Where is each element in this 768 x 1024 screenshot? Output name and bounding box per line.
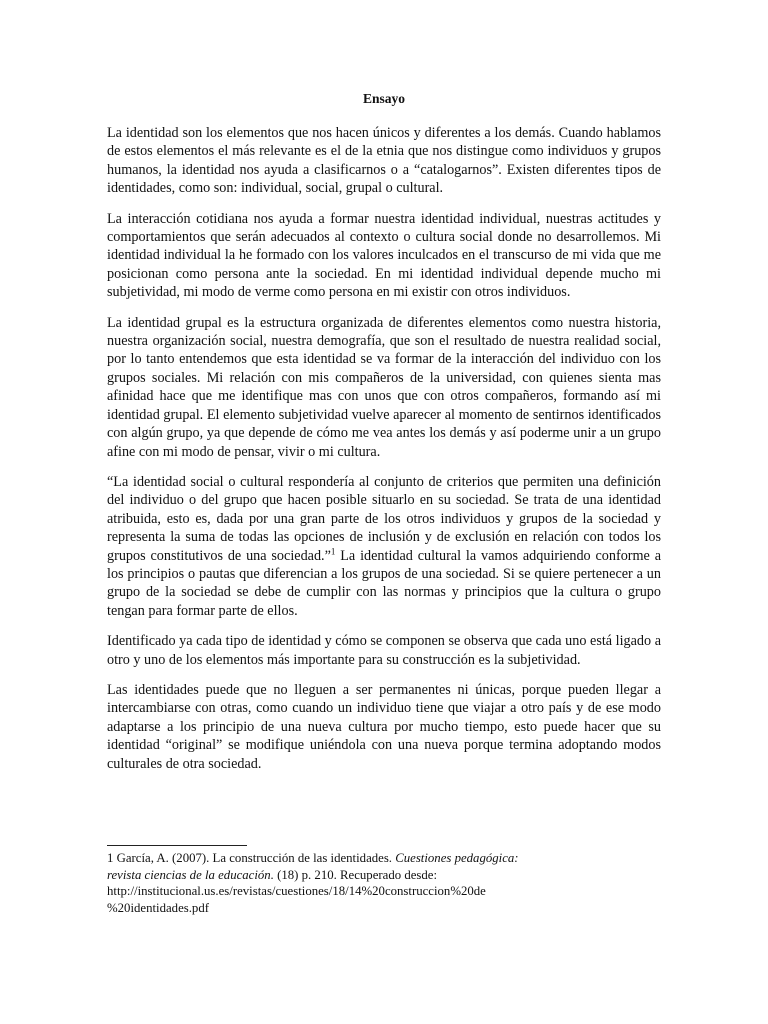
footnote-url-line-2[interactable]: %20identidades.pdf <box>107 900 209 915</box>
paragraph-2: La interacción cotidiana nos ayuda a formar nuestra identidad individual, nuestras actitudes y comportamientos que serán adecuados al contexto o cultura social donde no desarrollemos. Mi identidad individual la he formado con los valores inculcados en el transcurso de mi vida que me posicionan como persona ante la sociedad. En mi identidad individual depende mucho mi subjetividad, mi modo de verme como persona en mi existir con otros individuos. <box>107 210 661 301</box>
document-title: Ensayo <box>362 91 406 106</box>
paragraph-5: Identificado ya cada tipo de identidad y cómo se componen se observa que cada uno está ligado a otro y uno de los elementos más importante para su construcción es la subjetividad. <box>107 633 661 668</box>
paragraph-3: La identidad grupal es la estructura organizada de diferentes elementos como nuestra historia, nuestra organización social, nuestra demografía, que son el resultado de nuestra realidad social, por lo tanto entendemos que esta identidad se va formar de la interacción del individuo con los grupos sociales. Mi relación con mis compañeros de la universidad, con quienes sienta mas afinidad hace que me identifique mas con unos que con otros compañeros, formando así mi identidad grupal. El elemento subjetividad vuelve aparecer al momento de sentirnos identificados con algún grupo, ya que depende de cómo me vea antes los demás y así poderme unir a un grupo afine con mi modo de pensar, vivir o mi cultura. <box>107 314 661 460</box>
paragraph-1: La identidad son los elementos que nos hacen únicos y diferentes a los demás. Cuando hablamos de estos elementos el más relevante es el de la etnia que nos distingue como individuos y grupos humanos, la identidad nos ayuda a clasificarnos o a “catalogarnos”. Existen diferentes tipos de identidades, como son: individual, social, grupal o cultural. <box>107 125 661 197</box>
quote-continuation: La identidad cultural la vamos adquiriendo conforme a los principios o pautas que diferencian a los grupos de una sociedad. Si se quiere pertenecer a un grupo de la sociedad se debe de cumplir con las normas y principios que la cultura o grupo tengan para formar parte de ellos. <box>107 547 661 619</box>
paragraph-6: Las identidades puede que no lleguen a ser permanentes ni únicas, porque pueden llegar a intercambiarse con otras, como cuando un individuo tiene que viajar a otro país y de ese modo adaptarse a los principio de una nueva cultura por mucho tiempo, esto puede hacer que su identidad “original” se modifique uniéndola con una nueva porque termina adoptando modos culturales de otra sociedad. <box>107 681 661 772</box>
quote-paragraph <box>107 473 661 620</box>
footnote-url-line-1[interactable]: http://institucional.us.es/revistas/cuestiones/18/14%20construccion%20de <box>107 884 486 898</box>
footnote-journal: Cuestiones pedagógica: revista ciencias de la educación. <box>107 851 519 882</box>
footnote-reference: García, A. (2007). La construcción de las identidades. <box>113 851 396 865</box>
quote-text: “La identidad social o cultural respondería al conjunto de criterios que permiten una definición del individuo o del grupo que hacen posible situarlo en su sociedad. Se trata de una identidad atribuida, esto es, dada por una gran parte de los otros individuos y grupos de la sociedad y representa la suma de todas las opciones de inclusión y de exclusión en relación con todos los grupos constitutivos de una sociedad.” <box>107 473 661 564</box>
footnote <box>107 850 527 916</box>
footnote-number: 1 <box>107 851 114 865</box>
footnote-separator <box>107 845 247 846</box>
document-body <box>107 124 661 785</box>
footnote-marker[interactable]: 1 <box>330 545 336 556</box>
footnote-details: (18) p. 210. Recuperado desde: <box>273 867 438 882</box>
